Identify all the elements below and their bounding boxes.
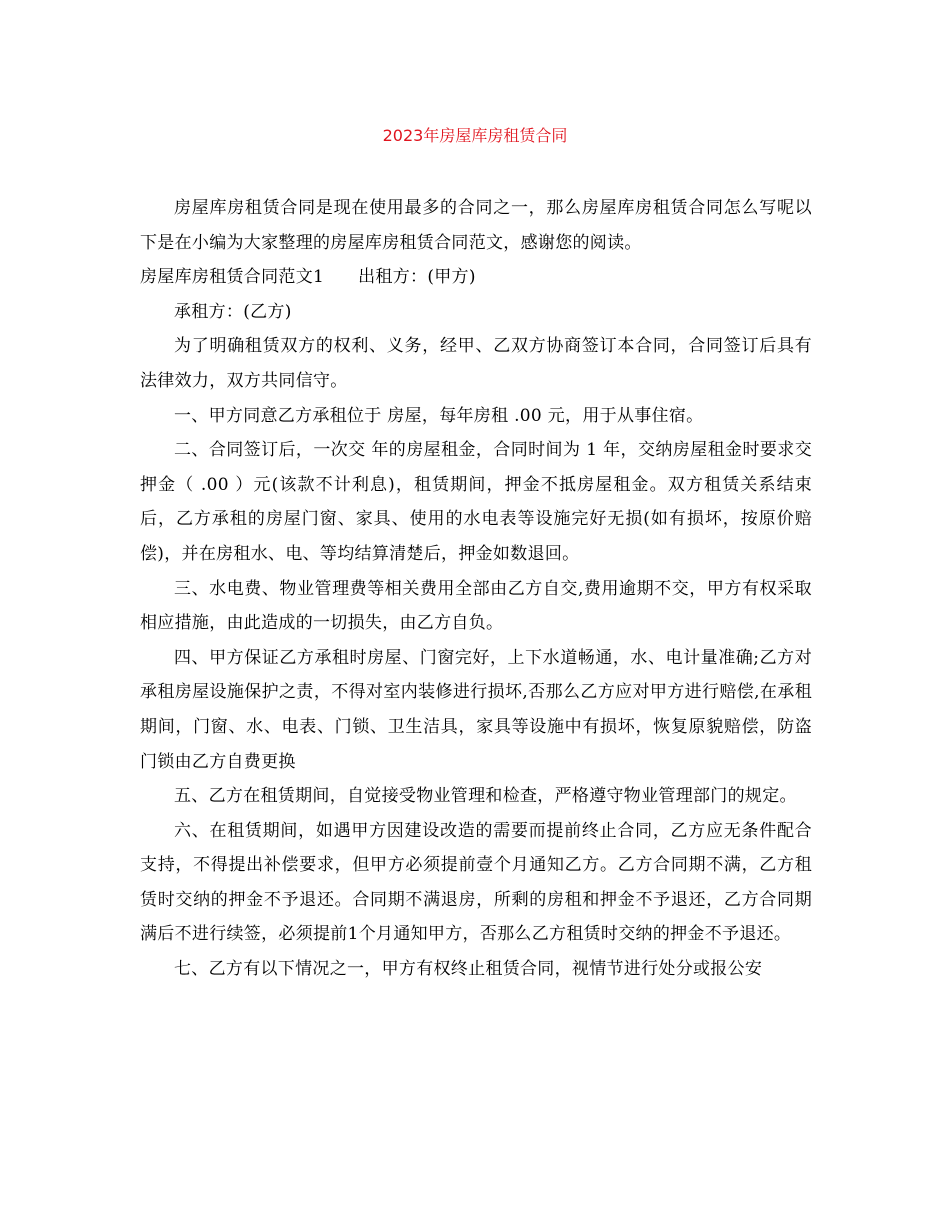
clause-3: 三、水电费、物业管理费等相关费用全部由乙方自交,费用逾期不交，甲方有权采取相应措施，由此造成的一切损失，由乙方自负。 bbox=[140, 578, 812, 634]
clause-2: 二、合同签订后，一次交 年的房屋租金，合同时间为 1 年，交纳房屋租金时要求交押金（ .00 ）元(该款不计利息)，租赁期间，押金不抵房屋租金。双方租赁关系结束后，乙方承租的房屋门窗、家具、使用的水电表等设施完好无损(如有损坏，按原价赔偿)，并在房租水、电、等均结算清楚后，押金如数退回。 bbox=[140, 440, 812, 564]
clause-5: 五、乙方在租赁期间，自觉接受物业管理和检查，严格遵守物业管理部门的规定。 bbox=[174, 786, 797, 807]
document-body bbox=[140, 191, 812, 987]
clause-1: 一、甲方同意乙方承租位于 房屋，每年房租 .00 元，用于从事住宿。 bbox=[174, 405, 704, 426]
document-title: 2023年房屋库房租赁合同 bbox=[382, 126, 568, 145]
intro-paragraph: 房屋库房租赁合同是现在使用最多的合同之一，那么房屋库房租赁合同怎么写呢以下是在小编为大家整理的房屋库房租赁合同范文，感谢您的阅读。 bbox=[140, 198, 812, 253]
clause-7: 七、乙方有以下情况之一，甲方有权终止租赁合同，视情节进行处分或报公安 bbox=[174, 959, 763, 980]
clause-6: 六、在租赁期间，如遇甲方因建设改造的需要而提前终止合同，乙方应无条件配合支持，不得提出补偿要求，但甲方必须提前壹个月通知乙方。乙方合同期不满，乙方租赁时交纳的押金不予退还。合同期不满退房，所剩的房租和押金不予退还，乙方合同期满后不进行续签，必须提前1个月通知甲方，否那么乙方租赁时交纳的押金不予退还。 bbox=[140, 820, 812, 945]
lessor-label: 出租方：(甲方) bbox=[358, 267, 476, 288]
clause-4: 四、甲方保证乙方承租时房屋、门窗完好，上下水道畅通，水、电计量准确;乙方对承租房屋设施保护之责，不得对室内装修进行损坏,否那么乙方应对甲方进行赔偿,在承租期间，门窗、水、电表、门锁、卫生洁具，家具等设施中有损坏，恢复原貌赔偿，防盗门锁由乙方自费更换 bbox=[140, 647, 812, 772]
sample-heading-line bbox=[140, 260, 812, 295]
preamble-paragraph: 为了明确租赁双方的权利、义务，经甲、乙双方协商签订本合同，合同签订后具有法律效力，双方共同信守。 bbox=[140, 336, 812, 391]
sample-heading: 房屋库房租赁合同范文1 bbox=[140, 267, 325, 288]
lessee-label: 承租方：(乙方) bbox=[174, 301, 292, 322]
